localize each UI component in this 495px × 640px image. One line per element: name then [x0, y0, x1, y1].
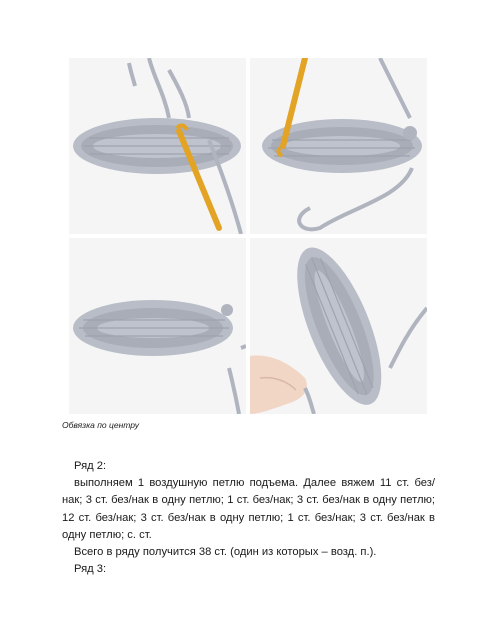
photo-step-4-image — [250, 238, 427, 414]
photo-step-2 — [250, 58, 427, 234]
row3-heading: Ряд 3: — [74, 563, 107, 576]
photo-step-2-image — [250, 58, 427, 234]
row2-heading: Ряд 2: — [74, 460, 107, 472]
photo-step-1-image — [69, 58, 246, 234]
row2-total: Всего в ряду получится 38 ст. (один из которых – возд. п.). — [74, 546, 377, 559]
photo-step-3-image — [69, 238, 246, 414]
row2-text: выполняем 1 воздушную петлю подъема. Далее вяжем 11 ст. без/нак; 3 ст. без/нак в одну петлю; 1 ст. без/нак; 3 ст. без/нак в одну петлю; 12 ст. без/нак; 3 ст. без/нак в одну петлю; 1 ст. без/нак; 3 ст. без/нак в одну петлю; с. ст. — [62, 477, 435, 541]
photo-step-4 — [250, 238, 427, 414]
pattern-text — [62, 458, 435, 578]
photo-step-1 — [69, 58, 246, 234]
figure-caption: Обвязка по центру — [62, 420, 139, 430]
photo-grid — [69, 58, 427, 414]
photo-step-3 — [69, 238, 246, 414]
